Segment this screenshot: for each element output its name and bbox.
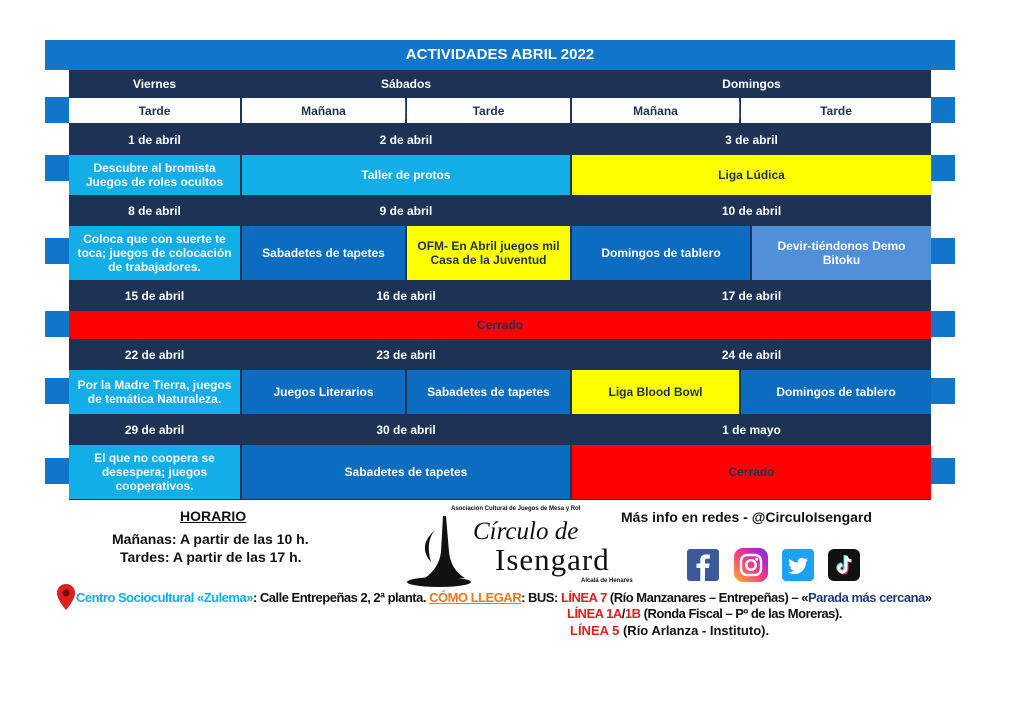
- side-stripe: [45, 97, 69, 123]
- slot-divider: [739, 102, 740, 119]
- date-cell: 16 de abril: [242, 282, 570, 309]
- activity-cell: Por la Madre Tierra, juegos de temática Naturaleza.: [69, 370, 240, 414]
- date-cell: 2 de abril: [242, 126, 570, 153]
- parada-end: »: [924, 590, 932, 605]
- slot-domingo-tarde: Tarde: [741, 98, 931, 123]
- side-stripe: [931, 311, 955, 337]
- day-sabados: Sábados: [242, 72, 570, 96]
- line-1a: LÍNEA 1A: [567, 606, 622, 621]
- line-5-desc: (Río Arlanza - Instituto).: [619, 623, 770, 638]
- social-text: Más info en redes - @CirculoIsengard: [621, 509, 872, 525]
- date-cell: 3 de abril: [572, 126, 931, 153]
- line-7: LÍNEA 7: [560, 590, 607, 605]
- date-cell: 29 de abril: [69, 416, 240, 443]
- line-5: LÍNEA 5: [570, 623, 620, 638]
- address-line: [567, 606, 842, 621]
- activity-cell: Juegos Literarios: [242, 370, 405, 414]
- date-cell: 17 de abril: [572, 282, 931, 309]
- bus-label: : BUS:: [521, 590, 561, 605]
- date-cell: 15 de abril: [69, 282, 240, 309]
- line-1-desc: (Ronda Fiscal – Pº de las Moreras).: [640, 606, 842, 621]
- line-1b: 1B: [624, 606, 641, 621]
- facebook-icon[interactable]: [687, 549, 719, 581]
- street-text: : Calle Entrepeñas 2, 2ª planta.: [252, 590, 430, 605]
- instagram-icon[interactable]: [734, 548, 768, 582]
- horario-title: HORARIO: [180, 508, 247, 524]
- map-pin-icon: [56, 583, 76, 611]
- logo-line1: Círculo de: [473, 518, 579, 545]
- logo-top-text: Asociación Cultural de Juegos de Mesa y Rol: [451, 506, 581, 512]
- activity-cell: Liga Blood Bowl: [572, 370, 739, 414]
- activity-cell: Descubre al bromista Juegos de roles ocultos: [69, 155, 240, 195]
- activity-cell: OFM- En Abril juegos mil Casa de la Juventud: [407, 226, 570, 280]
- side-stripe: [931, 458, 955, 484]
- closed-cell: Cerrado: [572, 445, 931, 499]
- date-cell: 22 de abril: [69, 341, 240, 368]
- parada-link[interactable]: Parada más cercana: [807, 590, 925, 605]
- tiktok-icon[interactable]: [828, 549, 860, 581]
- side-stripe: [45, 311, 69, 337]
- slot-domingo-manana: Mañana: [572, 98, 739, 123]
- side-stripe: [931, 378, 955, 404]
- horario-tardes: Tardes: A partir de las 17 h.: [120, 549, 302, 565]
- slot-sabado-manana: Mañana: [242, 98, 405, 123]
- side-stripe: [45, 458, 69, 484]
- date-cell: 30 de abril: [242, 416, 570, 443]
- closed-cell: Cerrado: [69, 311, 931, 339]
- logo-line2: Isengard: [495, 542, 610, 577]
- activity-cell: Domingos de tablero: [741, 370, 931, 414]
- side-stripe: [931, 97, 955, 123]
- date-cell: 9 de abril: [242, 197, 570, 224]
- activity-cell: Sabadetes de tapetes: [407, 370, 570, 414]
- date-cell: 10 de abril: [572, 197, 931, 224]
- activity-cell: Sabadetes de tapetes: [242, 226, 405, 280]
- day-viernes: Viernes: [69, 72, 240, 96]
- activity-cell: Taller de protos: [242, 155, 570, 195]
- side-stripe: [931, 155, 955, 181]
- date-cell: 24 de abril: [572, 341, 931, 368]
- activity-cell: Sabadetes de tapetes: [242, 445, 570, 499]
- side-stripe: [45, 155, 69, 181]
- date-cell: 1 de mayo: [572, 416, 931, 443]
- line-7-desc: (Río Manzanares – Entrepeñas) – «: [606, 590, 808, 605]
- slot-sabado-tarde: Tarde: [407, 98, 570, 123]
- slot-viernes-tarde: Tarde: [69, 98, 240, 123]
- activity-cell: Liga Lúdica: [572, 155, 931, 195]
- activity-cell: Coloca que con suerte te toca; juegos de colocación de trabajadores.: [69, 226, 240, 280]
- activity-cell: El que no coopera se desespera; juegos cooperativos.: [69, 445, 240, 499]
- date-cell: 8 de abril: [69, 197, 240, 224]
- twitter-icon[interactable]: [782, 549, 814, 581]
- date-cell: 1 de abril: [69, 126, 240, 153]
- side-stripe: [45, 238, 69, 264]
- page-title: ACTIVIDADES ABRIL 2022: [405, 46, 595, 63]
- activity-cell: Domingos de tablero: [572, 226, 750, 280]
- side-stripe: [45, 378, 69, 404]
- line-slash: /: [621, 606, 625, 621]
- slot-divider: [405, 102, 406, 119]
- isengard-logo: [405, 504, 635, 588]
- address-line: [570, 623, 769, 638]
- day-domingos: Domingos: [572, 72, 931, 96]
- address-line: [76, 590, 931, 605]
- date-cell: 23 de abril: [242, 341, 570, 368]
- side-stripe: [931, 238, 955, 264]
- horario-mananas: Mañanas: A partir de las 10 h.: [112, 531, 309, 547]
- logo-sub: Alcalá de Henares: [581, 578, 633, 584]
- place-name: Centro Sociocultural «Zulema»: [76, 590, 253, 605]
- como-llegar-link[interactable]: CÓMO LLEGAR: [429, 590, 522, 605]
- activity-cell: Devir-tiéndonos Demo Bitoku: [752, 226, 931, 280]
